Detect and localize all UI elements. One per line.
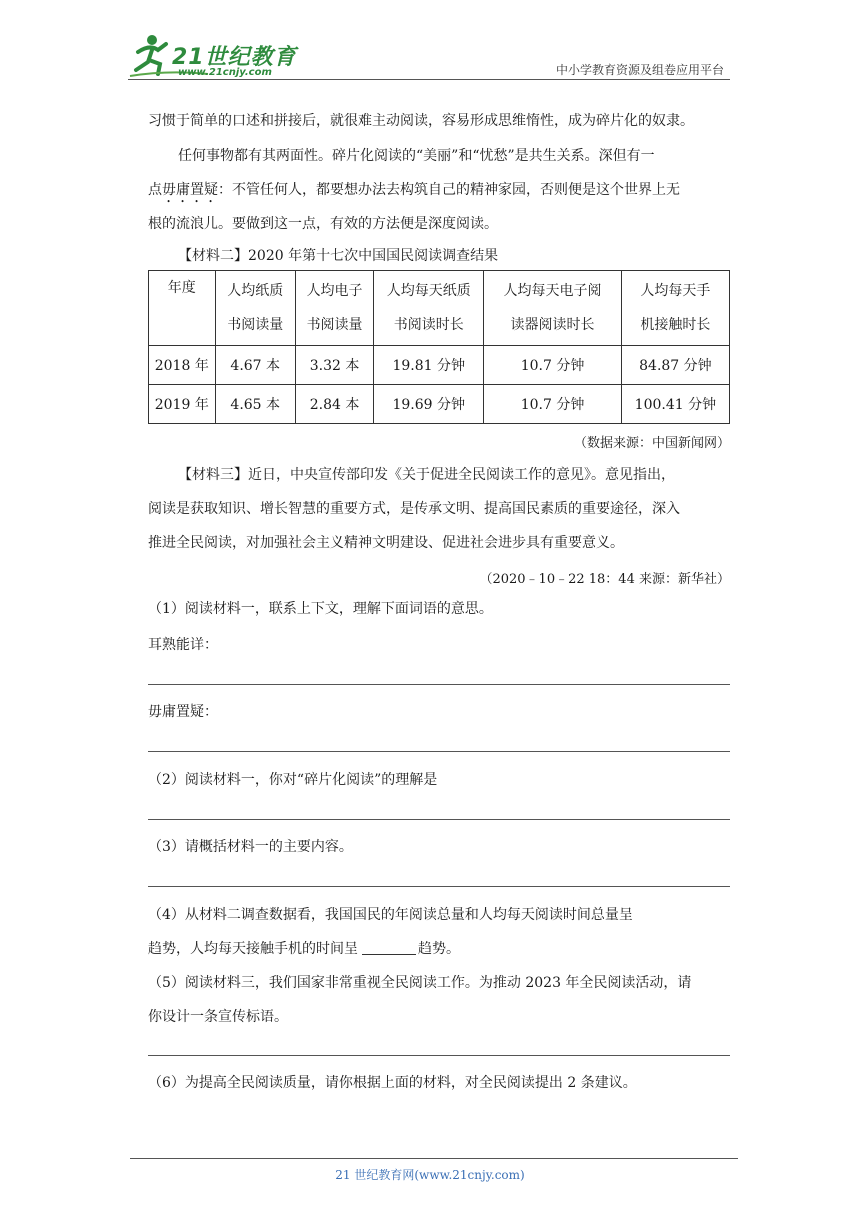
table-cell: 19.69 分钟 (374, 385, 484, 424)
fill-blank[interactable] (362, 940, 416, 955)
question-2: （2）阅读材料一，你对“碎片化阅读”的理解是 (148, 772, 438, 788)
answer-line[interactable] (148, 684, 730, 685)
answer-line[interactable] (148, 751, 730, 752)
table-cell: 3.32 本 (295, 346, 373, 385)
question-4-line (148, 940, 460, 958)
header-cell: 年度 (149, 271, 216, 346)
text-fragment: 趋势。 (418, 941, 460, 957)
table-cell: 10.7 分钟 (484, 346, 622, 385)
question-1: （1）阅读材料一，联系上下文，理解下面词语的意思。 (148, 601, 493, 617)
question-5: （5）阅读材料三，我们国家非常重视全民阅读工作。为推动 2023 年全民阅读活动，请 (148, 975, 692, 991)
header-cell: 人均电子 书阅读量 (295, 271, 373, 346)
footer-link[interactable]: 21 世纪教育网(www.21cnjy.com) (335, 1168, 525, 1182)
question-3: （3）请概括材料一的主要内容。 (148, 839, 353, 855)
text-fragment: 点 (148, 182, 162, 198)
footer-divider (130, 1158, 738, 1159)
table-cell: 4.65 本 (215, 385, 295, 424)
data-source: （数据来源：中国新闻网） (573, 436, 730, 451)
material3-line: 阅读是获取知识、增长智慧的重要方式，是传承文明、提高国民素质的重要途径，深入 (148, 501, 680, 517)
question-1-term: 耳熟能详： (148, 637, 218, 653)
answer-line[interactable] (148, 1055, 730, 1056)
table-cell: 2019 年 (149, 385, 216, 424)
table-header-row (149, 271, 730, 346)
header-cell: 人均每天纸质 书阅读时长 (374, 271, 484, 346)
header-cell: 人均纸质 书阅读量 (215, 271, 295, 346)
page-header (128, 30, 730, 80)
header-cell: 人均每天手 机接触时长 (621, 271, 729, 346)
question-4: （4）从材料二调查数据看，我国国民的年阅读总量和人均每天阅读时间总量呈 (148, 907, 633, 923)
material1-paragraph-line: 任何事物都有其两面性。碎片化阅读的“美丽”和“忧愁”是共生关系。深但有一 (178, 148, 655, 164)
logo-url: www.21cnjy.com (178, 67, 272, 78)
table-cell: 84.87 分钟 (621, 346, 729, 385)
table-cell: 19.81 分钟 (374, 346, 484, 385)
material1-line: 习惯于简单的口述和拼接后，就很难主动阅读，容易形成思维惰性，成为碎片化的奴隶。 (148, 113, 694, 129)
material3-line: 【材料三】近日，中央宣传部印发《关于促进全民阅读工作的意见》。意见指出， (178, 467, 675, 483)
table-row (149, 385, 730, 424)
table-cell: 4.67 本 (215, 346, 295, 385)
material3-line: 推进全民阅读，对加强社会主义精神文明建设、促进社会进步具有重要意义。 (148, 535, 624, 551)
question-6: （6）为提高全民阅读质量，请你根据上面的材料，对全民阅读提出 2 条建议。 (148, 1075, 637, 1091)
table-row (149, 346, 730, 385)
answer-line[interactable] (148, 819, 730, 820)
text-fragment: 趋势，人均每天接触手机的时间呈 (148, 941, 358, 957)
material1-paragraph-line: 根的流浪儿。要做到这一点，有效的方法便是深度阅读。 (148, 216, 498, 232)
material2-title: 【材料二】2020 年第十七次中国国民阅读调查结果 (178, 248, 499, 264)
header-cell: 人均每天电子阅 读器阅读时长 (484, 271, 622, 346)
table-cell: 100.41 分钟 (621, 385, 729, 424)
text-fragment: ：不管任何人，都要想办法去构筑自己的精神家园，否则便是这个世界上无 (218, 182, 680, 198)
emphasized-term: 毋庸置疑 (162, 182, 218, 198)
logo-text: 21世纪教育 (172, 45, 297, 70)
platform-name: 中小学教育资源及组卷应用平台 (555, 63, 724, 77)
table-cell: 2018 年 (149, 346, 216, 385)
material1-paragraph-line (148, 181, 680, 206)
table-cell: 2.84 本 (295, 385, 373, 424)
answer-line[interactable] (148, 886, 730, 887)
survey-table (148, 270, 730, 424)
question-5-line: 你设计一条宣传标语。 (148, 1009, 288, 1025)
news-source: （2020﹣10﹣22 18：44 来源：新华社） (479, 572, 730, 587)
question-1-term: 毋庸置疑： (148, 704, 218, 720)
table-cell: 10.7 分钟 (484, 385, 622, 424)
site-logo[interactable] (128, 30, 318, 80)
header-divider (128, 79, 730, 80)
